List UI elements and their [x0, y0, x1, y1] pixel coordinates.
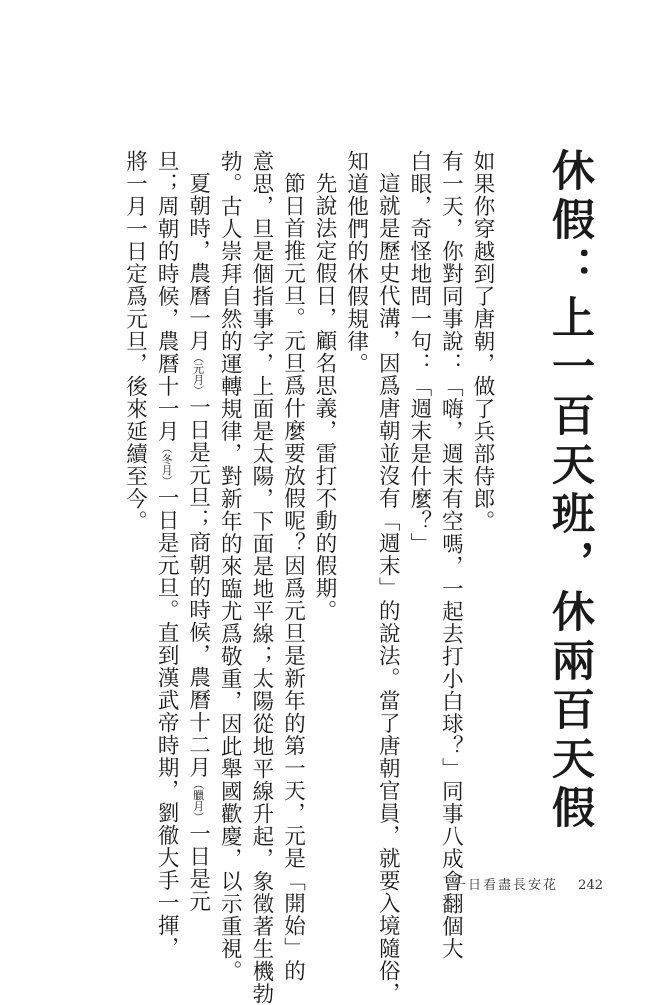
page-footer	[453, 874, 603, 893]
paragraph-line: 如果你穿越到了唐朝，做了兵部侍郎。	[470, 150, 495, 533]
paragraph-line: 白眼，奇怪地問一句：「週末是什麼？」	[406, 150, 432, 555]
paragraph-line: 先說法定假日，顧名思義，雷打不動的假期。	[312, 172, 338, 622]
inline-note: （冬月）	[160, 442, 174, 487]
inline-note: （元月）	[191, 352, 205, 396]
paragraph-line: 知道他們的休假規律。	[343, 150, 369, 375]
chapter-title: 休假：上一百天班，休兩百天假	[545, 148, 595, 834]
body-text	[119, 150, 498, 1005]
paragraph-line: 節日首推元旦。元旦爲什麼要放假呢？因爲元旦是新年的第一天，元是「開始」的	[280, 172, 306, 982]
paragraph-line: 這就是歷史代溝，因爲唐朝並沒有「週末」的說法。當了唐朝官員，就要入境隨俗，	[375, 172, 401, 1005]
paragraph-line: 勃。古人崇拜自然的運轉規律，對新年的來臨尤爲敬重，因此舉國歡慶，以示重視。	[217, 150, 243, 983]
paragraph-line: 旦；周朝的時候，農曆十一月（冬月）一日是元旦。直到漢武帝時期，劉徹大手一揮，	[154, 150, 180, 959]
paragraph-line: 將一月一日定爲元旦，後來延續至今。	[122, 150, 148, 533]
page-number: 242	[578, 878, 603, 893]
running-book-title: 一日看盡長安花	[453, 878, 559, 893]
paragraph-line: 意思，旦是個指事字，上面是太陽，下面是地平線；太陽從地平線升起，象徵著生機勃	[248, 150, 274, 1005]
paragraph-line: 夏朝時，農曆一月（元月）一日是元旦；商朝的時候，農曆十二月（臘月）一日是元	[185, 172, 211, 913]
paragraph-line: 有一天，你對同事說：「嗨，週末有空嗎，一起去打小白球？」同事八成會翻個大	[438, 150, 464, 960]
inline-note: （臘月）	[191, 778, 205, 823]
